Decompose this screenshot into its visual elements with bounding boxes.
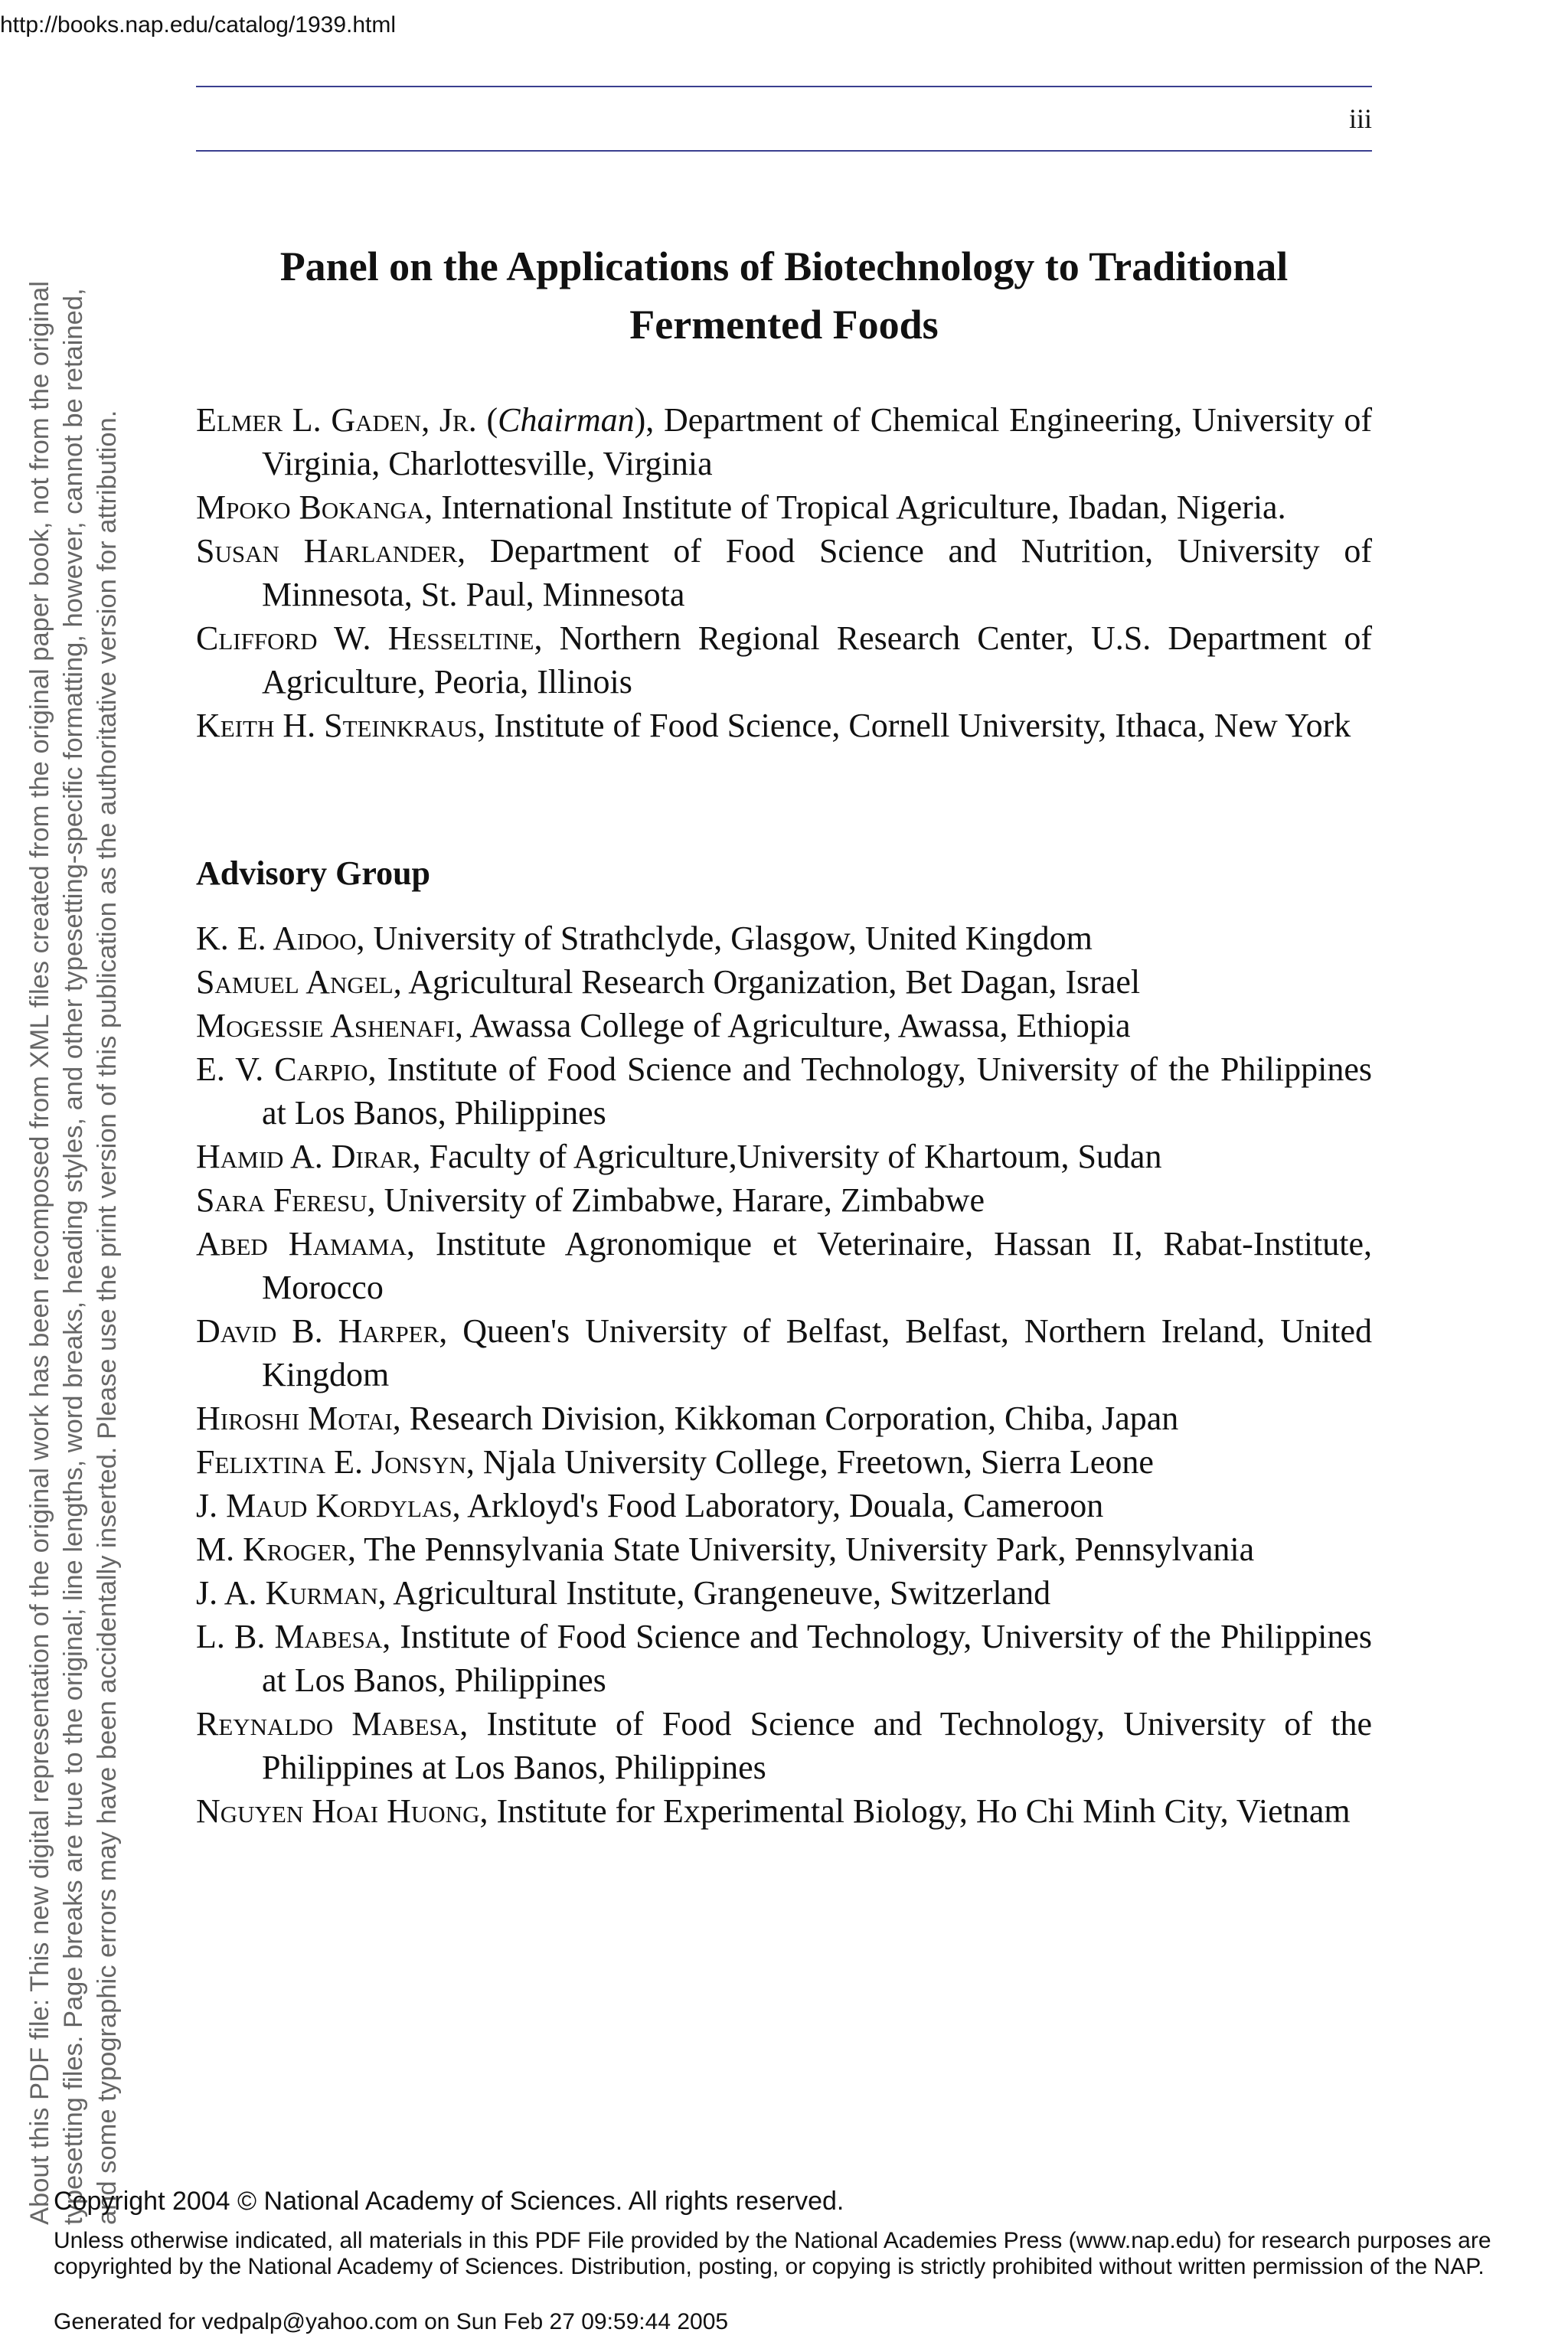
- member-name: E. V. Carpio: [196, 1050, 368, 1088]
- member-affiliation: ), Department of Chemical Engineering, University of Virginia, Charlottesville, Virginia: [262, 401, 1373, 482]
- member-affiliation: , Institute of Food Science, Cornell University, Ithaca, New York: [477, 707, 1351, 744]
- copyright-notice: Copyright 2004 © National Academy of Sciences. All rights reserved.: [54, 2187, 844, 2216]
- advisory-member: [196, 1527, 1372, 1571]
- advisory-member: [196, 1571, 1372, 1615]
- member-name: Clifford W. Hesseltine: [196, 619, 534, 657]
- member-affiliation: , Queen's University of Belfast, Belfast, Northern Ireland, United Kingdom: [262, 1312, 1372, 1393]
- advisory-member: [196, 1135, 1372, 1178]
- member-affiliation: , International Institute of Tropical Agriculture, Ibadan, Nigeria.: [424, 488, 1286, 526]
- member-name: Hamid A. Dirar: [196, 1138, 413, 1175]
- advisory-member: [196, 1440, 1372, 1484]
- advisory-member: [196, 1396, 1372, 1440]
- member-affiliation: , Institute of Food Science and Technology, University of the Philippines at Los Banos, Philippines: [262, 1618, 1372, 1699]
- advisory-group-section: [196, 851, 1372, 1833]
- member-name: Samuel Angel: [196, 963, 394, 1001]
- advisory-member: [196, 1702, 1372, 1789]
- member-role: Chairman: [498, 401, 635, 439]
- member-affiliation: , Department of Food Science and Nutrition, University of Minnesota, St. Paul, Minnesota: [262, 532, 1372, 613]
- member-name: J. Maud Kordylas: [196, 1487, 452, 1524]
- member-name: Abed Hamama: [196, 1225, 407, 1263]
- member-affiliation: , Njala University College, Freetown, Sierra Leone: [466, 1443, 1154, 1481]
- member-affiliation: , Faculty of Agriculture,University of Khartoum, Sudan: [412, 1138, 1162, 1175]
- member-affiliation: , Awassa College of Agriculture, Awassa, Ethiopia: [454, 1007, 1131, 1044]
- panel-member-list: [196, 398, 1372, 747]
- advisory-member: [196, 960, 1372, 1004]
- member-affiliation: , Northern Regional Research Center, U.S. Department of Agriculture, Peoria, Illinois: [262, 619, 1372, 701]
- panel-member: [196, 704, 1372, 747]
- member-name: Keith H. Steinkraus: [196, 707, 478, 744]
- member-name: K. E. Aidoo: [196, 920, 357, 957]
- disclaimer-line: About this PDF file: This new digital representation of the original work has been recomposed from XML files created from the original paper book, not from the original: [25, 281, 54, 2225]
- member-name: Nguyen Hoai Huong: [196, 1792, 480, 1830]
- member-affiliation: , University of Strathclyde, Glasgow, United Kingdom: [356, 920, 1093, 957]
- member-name: Reynaldo Mabesa: [196, 1705, 460, 1743]
- member-affiliation: , Institute Agronomique et Veterinaire, Hassan II, Rabat-Institute, Morocco: [262, 1225, 1372, 1306]
- member-affiliation: , Agricultural Research Organization, Bet Dagan, Israel: [393, 963, 1141, 1001]
- header-rule-top: [196, 86, 1372, 87]
- panel-member: Elmer L. Gaden, Jr. (Chairman), Department of Chemical Engineering, University of Virginia, Charlottesville, Virginia: [196, 401, 1373, 482]
- member-name: Hiroshi Motai: [196, 1400, 393, 1437]
- advisory-member: [196, 916, 1372, 960]
- disclaimer-line: typesetting files. Page breaks are true to the original; line lengths, word breaks, heading styles, and other typesetting-specific formatting, however, cannot be retained,: [59, 288, 88, 2225]
- advisory-member: [196, 1309, 1372, 1396]
- advisory-member: [196, 1484, 1372, 1527]
- advisory-member: [196, 1789, 1372, 1833]
- advisory-group-heading: Advisory Group: [196, 854, 431, 892]
- page-title: Panel on the Applications of Biotechnology to Traditional Fermented Foods: [279, 243, 1289, 348]
- advisory-member: [196, 1004, 1372, 1047]
- panel-member: [196, 529, 1372, 616]
- page-number: iii: [1348, 103, 1372, 134]
- member-name: L. B. Mabesa: [196, 1618, 383, 1655]
- member-affiliation: , The Pennsylvania State University, University Park, Pennsylvania: [347, 1530, 1255, 1568]
- member-affiliation: , Arkloyd's Food Laboratory, Douala, Cameroon: [452, 1487, 1104, 1524]
- panel-member: [196, 616, 1372, 704]
- member-name: M. Kroger: [196, 1530, 348, 1568]
- member-name: Mogessie Ashenafi: [196, 1007, 455, 1044]
- member-affiliation: , Institute of Food Science and Technology, University of the Philippines at Los Banos, Philippines: [262, 1050, 1372, 1132]
- source-url-link[interactable]: http://books.nap.edu/catalog/1939.html: [0, 12, 397, 38]
- member-name: Mpoko Bokanga: [196, 488, 425, 526]
- pdf-disclaimer-sidebar: [23, 127, 124, 2225]
- usage-notice: Unless otherwise indicated, all materials in this PDF File provided by the National Academies Press (www.nap.edu) for research purposes are copyrighted by the National Academy of Sciences. Distribution, posting, or copying is strictly prohibited without written permission of the NAP.: [54, 2228, 1491, 2279]
- member-affiliation: , Agricultural Institute, Grangeneuve, Switzerland: [377, 1574, 1051, 1612]
- member-name: Sara Feresu: [196, 1181, 368, 1219]
- member-affiliation: , Research Division, Kikkoman Corporation, Chiba, Japan: [392, 1400, 1179, 1437]
- member-affiliation: , University of Zimbabwe, Harare, Zimbabwe: [367, 1181, 985, 1219]
- advisory-member: [196, 1047, 1372, 1135]
- advisory-member: [196, 1178, 1372, 1222]
- member-name: David B. Harper: [196, 1312, 439, 1350]
- header-rule-bottom: [196, 150, 1372, 152]
- disclaimer-line: and some typographic errors may have been accidentally inserted. Please use the print version of this publication as the authoritative version for attribution.: [93, 410, 122, 2225]
- member-name: Elmer L. Gaden, Jr.: [196, 401, 477, 439]
- member-affiliation: , Institute of Food Science and Technology, University of the Philippines at Los Banos, Philippines: [262, 1705, 1372, 1786]
- member-name: Felixtina E. Jonsyn: [196, 1443, 466, 1481]
- panel-member: [196, 485, 1372, 529]
- advisory-member: [196, 1222, 1372, 1309]
- member-affiliation: , Institute for Experimental Biology, Ho Chi Minh City, Vietnam: [479, 1792, 1351, 1830]
- member-name: J. A. Kurman: [196, 1574, 378, 1612]
- advisory-member: [196, 1615, 1372, 1702]
- generated-for-line: Generated for vedpalp@yahoo.com on Sun Feb 27 09:59:44 2005: [54, 2309, 729, 2334]
- member-name: Susan Harlander: [196, 532, 458, 570]
